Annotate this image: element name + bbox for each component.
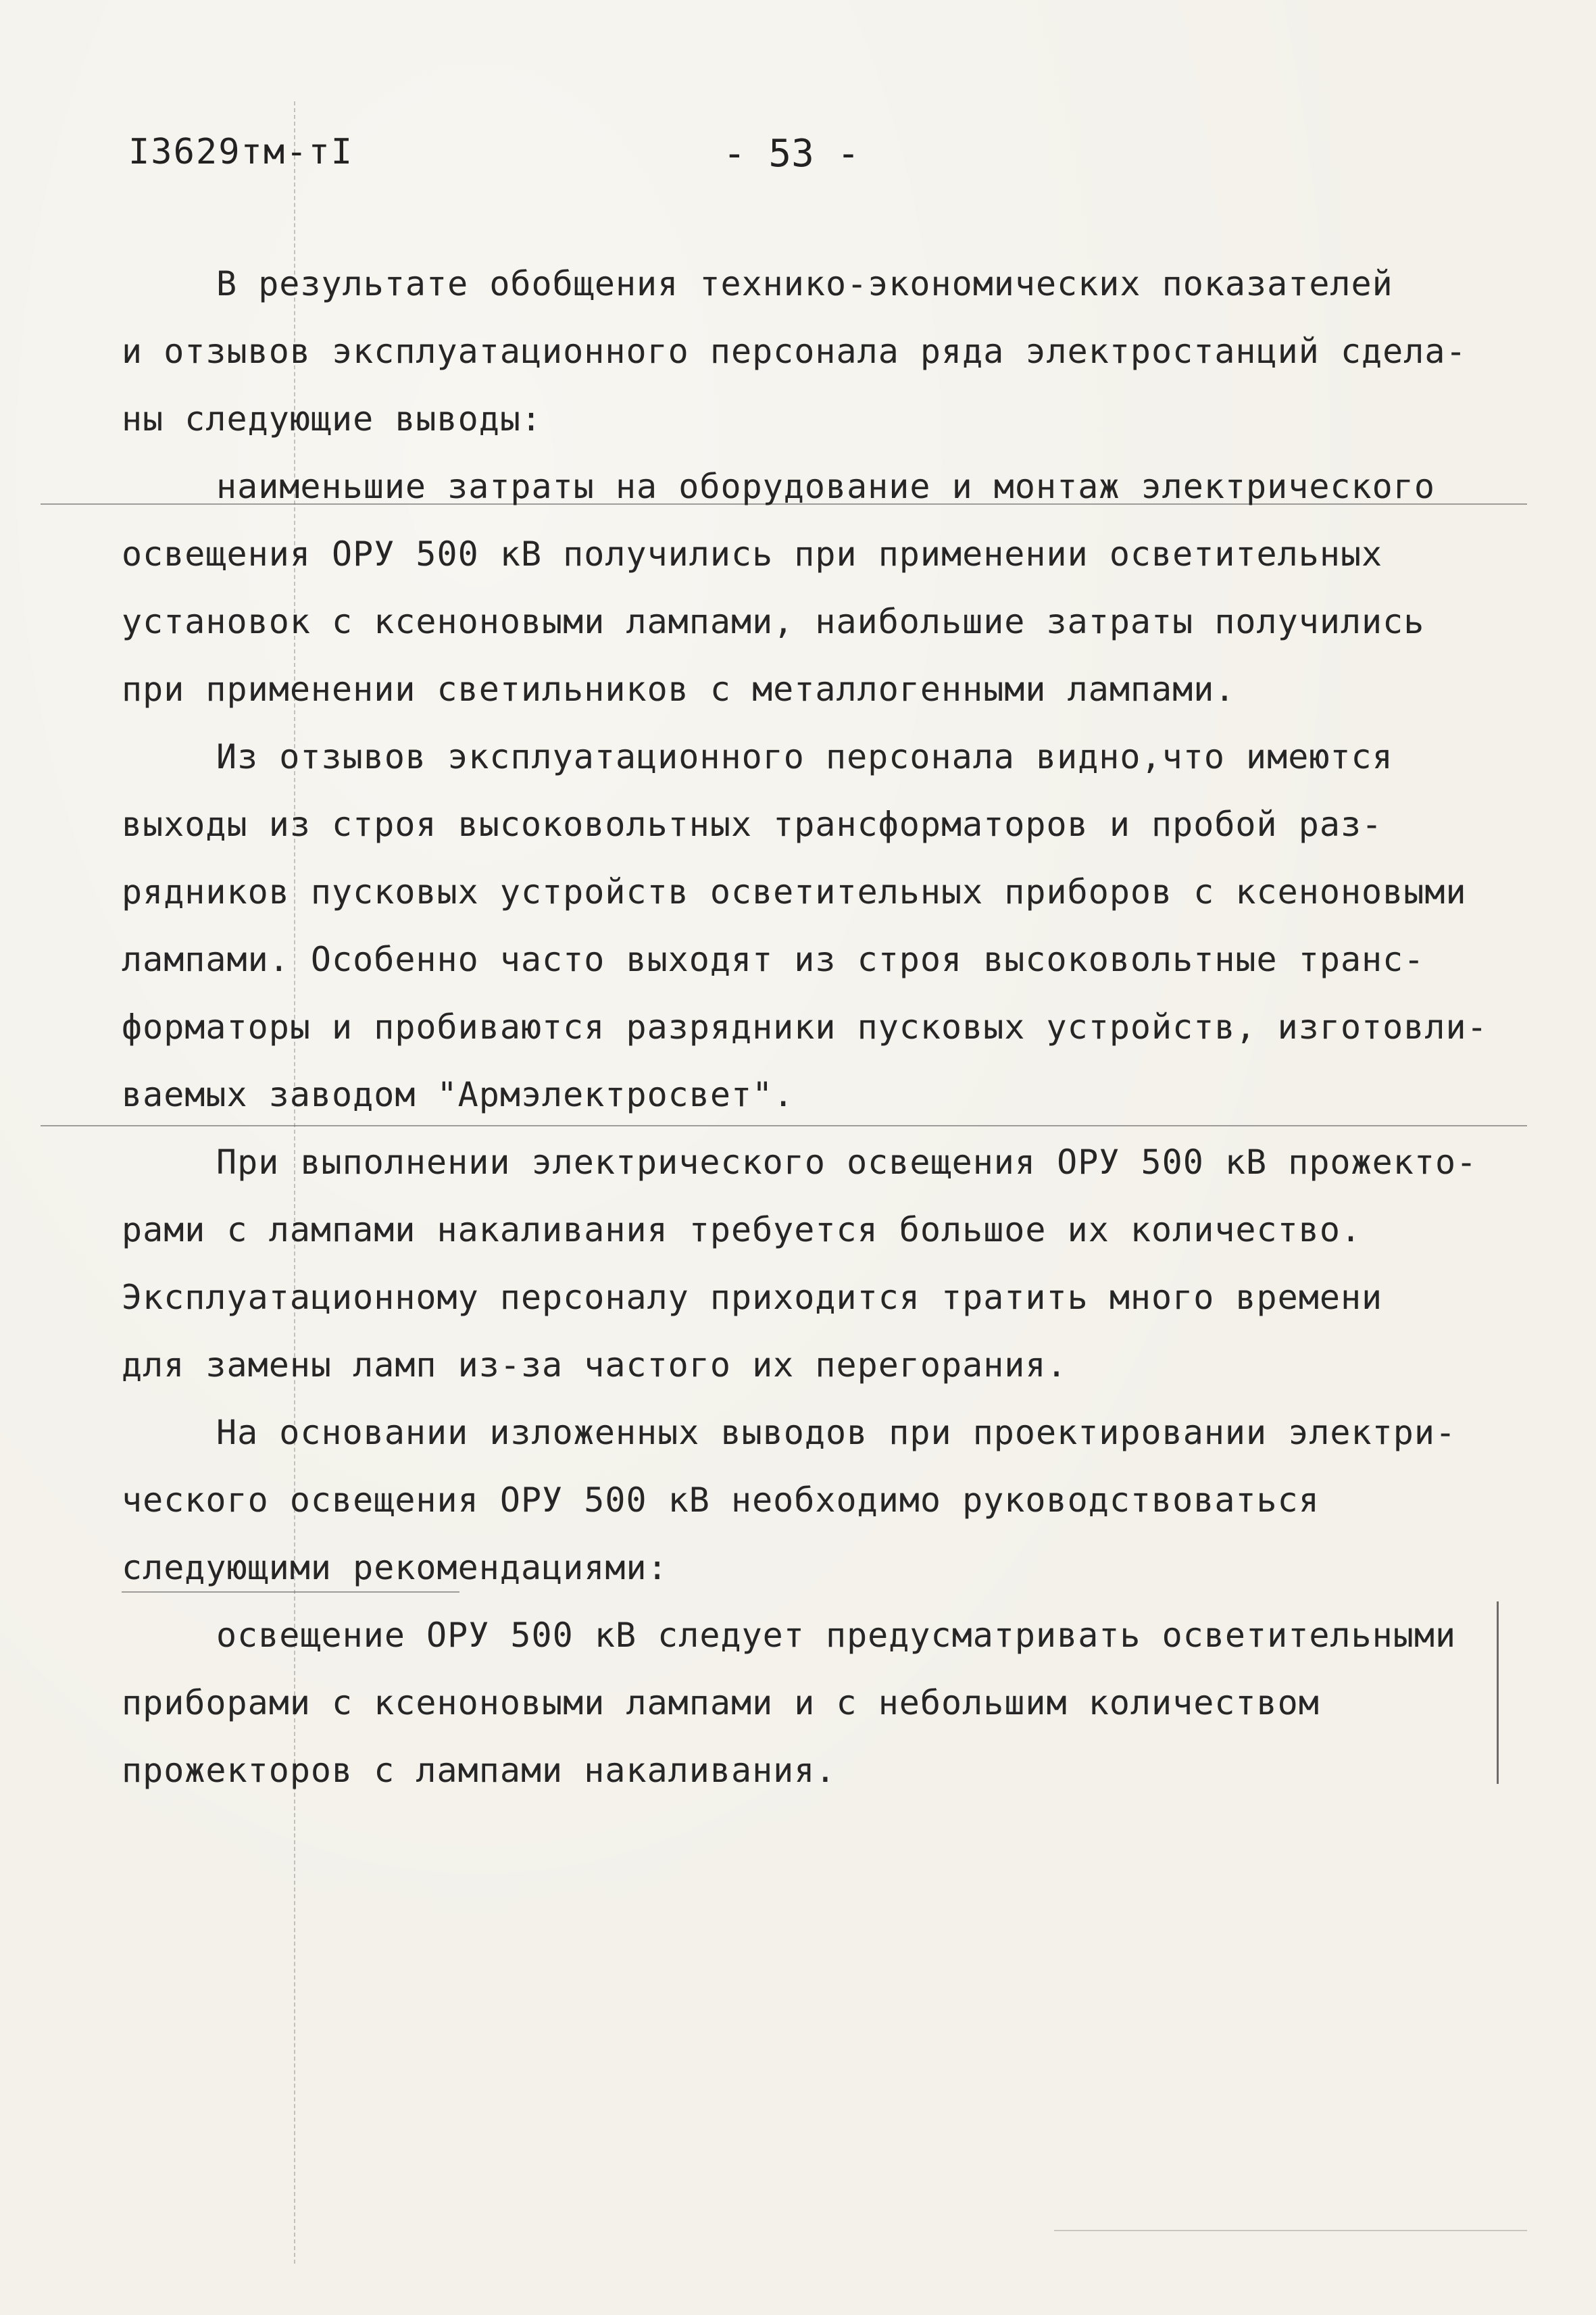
text-line: ческого освещения ОРУ 500 кВ необходимо руководствоваться: [122, 1480, 1320, 1520]
document-number: I3629тм-тI: [128, 132, 354, 172]
text-line: и отзывов эксплуатационного персонала ряда электростанций сдела-: [122, 332, 1467, 371]
text-line: В результате обобщения технико-экономических показателей: [216, 264, 1393, 303]
text-line: прожекторов с лампами накаливания.: [122, 1751, 837, 1790]
page-number: - 53 -: [723, 132, 860, 176]
text-line: приборами с ксеноновыми лампами и с небольшим количеством: [122, 1683, 1320, 1722]
text-line: Эксплуатационному персоналу приходится тратить много времени: [122, 1278, 1383, 1317]
text-line: ваемых заводом "Армэлектросвет".: [122, 1075, 795, 1114]
text-line: установок с ксеноновыми лампами, наибольшие затраты получились: [122, 602, 1425, 641]
text-line: освещения ОРУ 500 кВ получились при применении осветительных: [122, 534, 1383, 574]
text-line: На основании изложенных выводов при проектировании электри-: [216, 1413, 1457, 1452]
text-line: лампами. Особенно часто выходят из строя высоковольтные транс-: [122, 940, 1425, 979]
text-line: ны следующие выводы:: [122, 399, 543, 439]
text-line: для замены ламп из-за частого их перегорания.: [122, 1345, 1068, 1385]
text-line: выходы из строя высоковольтных трансформаторов и пробой раз-: [122, 805, 1383, 844]
text-line: Из отзывов эксплуатационного персонала видно,что имеются: [216, 737, 1393, 776]
text-line: следующими рекомендациями:: [122, 1548, 668, 1587]
text-line: рами с лампами накаливания требуется большое их количество.: [122, 1210, 1362, 1249]
bottom-rule: [1054, 2230, 1527, 2231]
document-body: [122, 250, 1487, 1804]
margin-bracket-mark: [1497, 1601, 1503, 1784]
text-line: наименьшие затраты на оборудование и монтаж электрического: [216, 467, 1435, 506]
text-line: при применении светильников с металлогенными лампами.: [122, 670, 1236, 709]
text-line: При выполнении электрического освещения ОРУ 500 кВ прожекто-: [216, 1143, 1478, 1182]
text-line: форматоры и пробиваются разрядники пусковых устройств, изготовли-: [122, 1007, 1488, 1047]
text-line: рядников пусковых устройств осветительных приборов с ксеноновыми: [122, 872, 1467, 912]
text-line: освещение ОРУ 500 кВ следует предусматривать осветительными: [216, 1616, 1457, 1655]
